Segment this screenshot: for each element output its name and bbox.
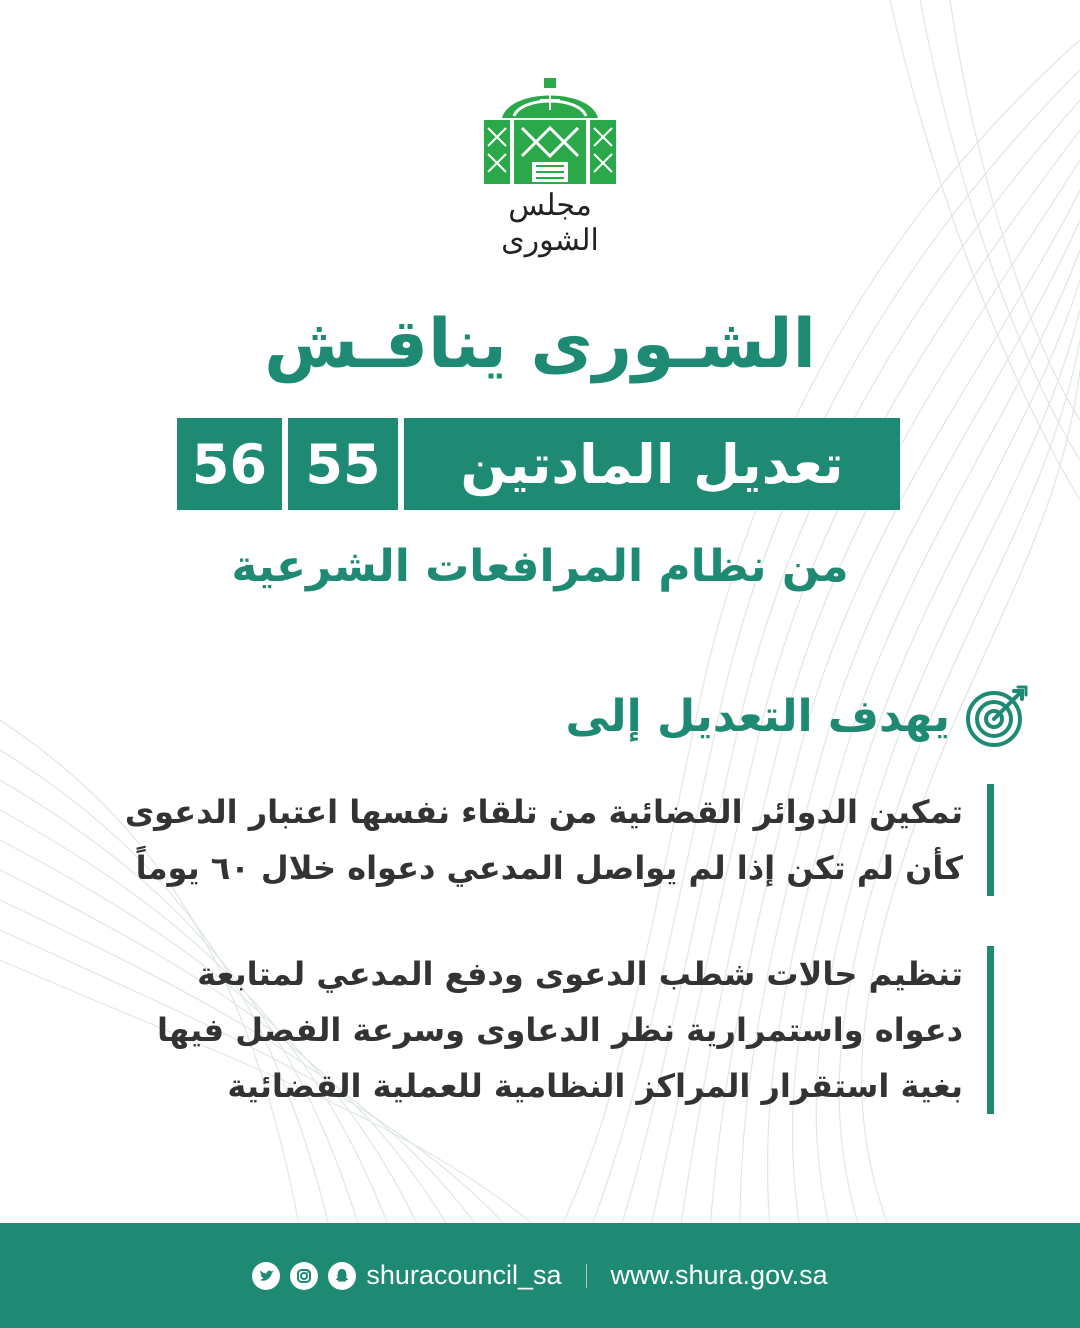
target-icon [964, 683, 1030, 749]
instagram-icon[interactable] [290, 1262, 318, 1290]
website-link[interactable]: www.shura.gov.sa [610, 1260, 828, 1290]
article-boxes [177, 418, 900, 510]
footer-divider [586, 1264, 587, 1288]
logo-name-text: مجلس الشورى [501, 188, 599, 258]
footer-contact-row [0, 1223, 1080, 1328]
goal-point-2 [83, 946, 994, 1114]
goal-point-2-line-1: تنظيم حالات شطب الدعوى ودفع المدعي لمتابعة [197, 955, 963, 993]
article-number-56: 56 [177, 418, 282, 510]
goal-point-2-line-3: بغية استقرار المراكز النظامية للعملية القضائية [227, 1067, 963, 1105]
goal-point-1 [83, 784, 994, 896]
article-number-55: 55 [288, 418, 398, 510]
goal-point-2-line-2: دعواه واستمرارية نظر الدعاوى وسرعة الفصل فيها [156, 1011, 963, 1049]
twitter-icon[interactable] [252, 1262, 280, 1290]
snapchat-icon[interactable] [328, 1262, 356, 1290]
page-title: الشـورى يناقـش [264, 305, 816, 384]
goal-heading [566, 676, 1030, 756]
goal-point-1-line-1: تمكين الدوائر القضائية من تلقاء نفسها اعتبار الدعوى [124, 793, 963, 831]
shura-council-emblem-icon [470, 70, 630, 190]
goal-point-1-line-2: كأن لم تكن إذا لم يواصل المدعي دعواه خلال ٦٠ يوماً [135, 849, 963, 887]
goal-heading-text: يهدف التعديل إلى [565, 690, 950, 742]
footer-bar [0, 1223, 1080, 1328]
amendment-label: تعديل المادتين [404, 418, 900, 510]
shura-council-logo [470, 70, 630, 258]
social-handle[interactable]: shuracouncil_sa [366, 1260, 562, 1290]
page-subtitle: من نظام المرافعات الشرعية [231, 541, 849, 592]
